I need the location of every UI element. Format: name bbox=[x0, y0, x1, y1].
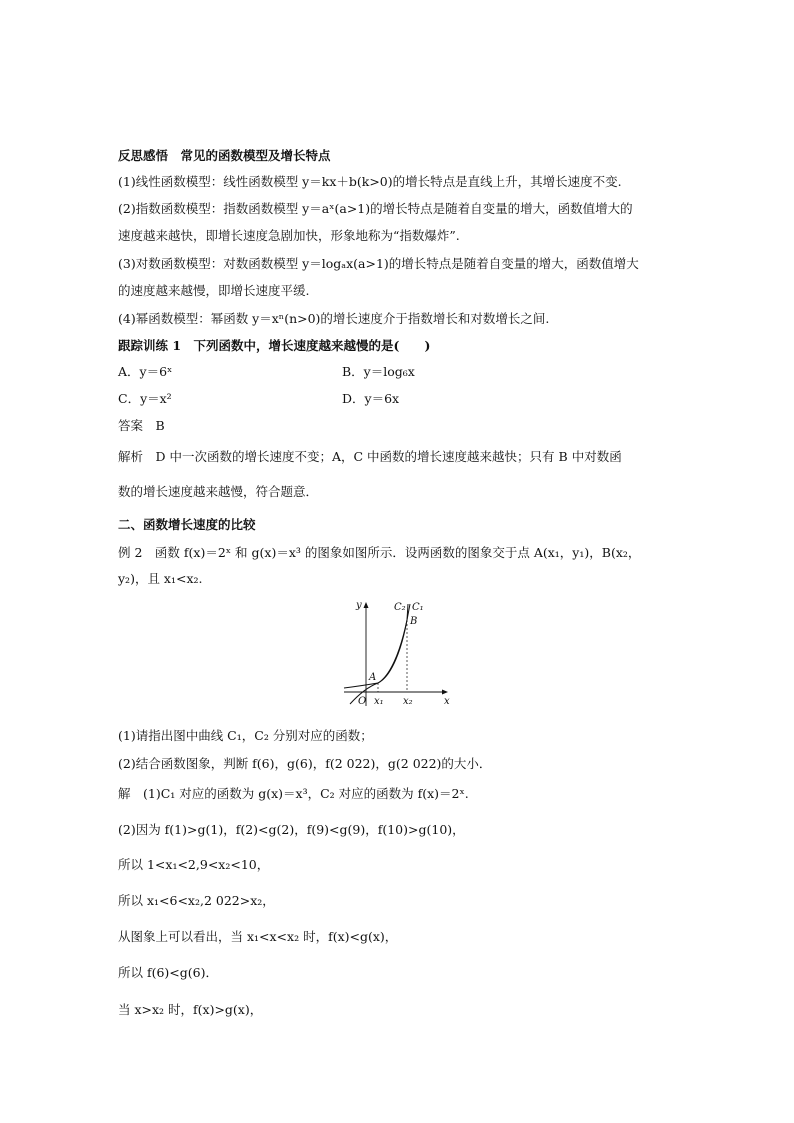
solution-line: 所以 f(6)<g(6)． bbox=[118, 965, 218, 980]
x-axis-label: x bbox=[444, 696, 450, 707]
question-line: (2)结合函数图象，判断 f(6)，g(6)，f(2 022)，g(2 022)的大小． bbox=[118, 756, 492, 771]
text-line: 的速度越来越慢，即增长速度平缓. bbox=[118, 283, 310, 298]
solution-line: 所以 x₁<6<x₂,2 022>x₂， bbox=[118, 893, 275, 908]
question-line: (1)请指出图中曲线 C₁，C₂ 分别对应的函数； bbox=[118, 728, 373, 743]
solution-line: 当 x>x₂ 时，f(x)>g(x)， bbox=[118, 1002, 263, 1017]
option-d: D．y＝6x bbox=[342, 391, 400, 406]
x1-label: x₁ bbox=[374, 696, 384, 707]
y-axis-label: y bbox=[356, 600, 362, 611]
solution-line: (2)因为 f(1)>g(1)，f(2)<g(2)，f(9)<g(9)，f(10)>g(10)， bbox=[118, 822, 465, 837]
curve-c2-label: C₂ bbox=[394, 602, 406, 613]
solution-line: 所以 1<x₁<2,9<x₂<10， bbox=[118, 857, 270, 872]
curve-c1-label: C₁ bbox=[412, 602, 424, 613]
analysis-line: 解析 D 中一次函数的增长速度不变；A，C 中函数的增长速度越来越快；只有 B 中对数函 bbox=[118, 449, 622, 464]
text-line: 跟踪训练 1 下列函数中，增长速度越来越慢的是( ) bbox=[118, 338, 431, 353]
text-line: (4)幂函数模型：幂函数 y＝xⁿ(n>0)的增长速度介于指数增长和对数增长之间. bbox=[118, 311, 550, 326]
text-line: 速度越来越快，即增长速度急剧加快，形象地称为“指数爆炸”. bbox=[118, 228, 460, 243]
solution-line: 从图象上可以看出，当 x₁<x<x₂ 时，f(x)<g(x)， bbox=[118, 929, 398, 944]
text-line: (2)指数函数模型：指数函数模型 y＝aˣ(a>1)的增长特点是随着自变量的增大，函数值增大的 bbox=[118, 201, 633, 216]
example-line: 例 2 函数 f(x)＝2ˣ 和 g(x)＝x³ 的图象如图所示．设两函数的图象交于点 A(x₁，y₁)，B(x₂， bbox=[118, 545, 641, 560]
example-line: y₂)，且 x₁<x₂. bbox=[118, 571, 203, 586]
text-line: (3)对数函数模型：对数函数模型 y＝logₐx(a>1)的增长特点是随着自变量的增大，函数值增大 bbox=[118, 256, 639, 271]
text-line: (1)线性函数模型：线性函数模型 y＝kx＋b(k>0)的增长特点是直线上升，其增长速度不变. bbox=[118, 174, 622, 189]
function-graph-figure bbox=[340, 598, 456, 710]
solution-line: 解 (1)C₁ 对应的函数为 g(x)＝x³，C₂ 对应的函数为 f(x)＝2ˣ. bbox=[118, 786, 469, 801]
x-axis-arrow bbox=[442, 690, 448, 695]
y-axis-arrow bbox=[364, 602, 369, 608]
section-heading: 二、函数增长速度的比较 bbox=[118, 517, 256, 532]
option-c: C．y＝x² bbox=[118, 391, 172, 406]
text-line: 反思感悟 常见的函数模型及增长特点 bbox=[118, 148, 331, 163]
point-b-label: B bbox=[410, 616, 418, 627]
curve-c2 bbox=[344, 604, 410, 688]
point-a-label: A bbox=[369, 672, 377, 683]
origin-label: O bbox=[358, 696, 367, 707]
option-a: A．y＝6ˣ bbox=[118, 364, 173, 379]
option-b: B．y＝log₆x bbox=[342, 364, 415, 379]
analysis-line: 数的增长速度越来越慢，符合题意． bbox=[118, 484, 319, 499]
x2-label: x₂ bbox=[403, 696, 413, 707]
answer: 答案 B bbox=[118, 418, 165, 433]
curve-c1 bbox=[350, 604, 408, 704]
